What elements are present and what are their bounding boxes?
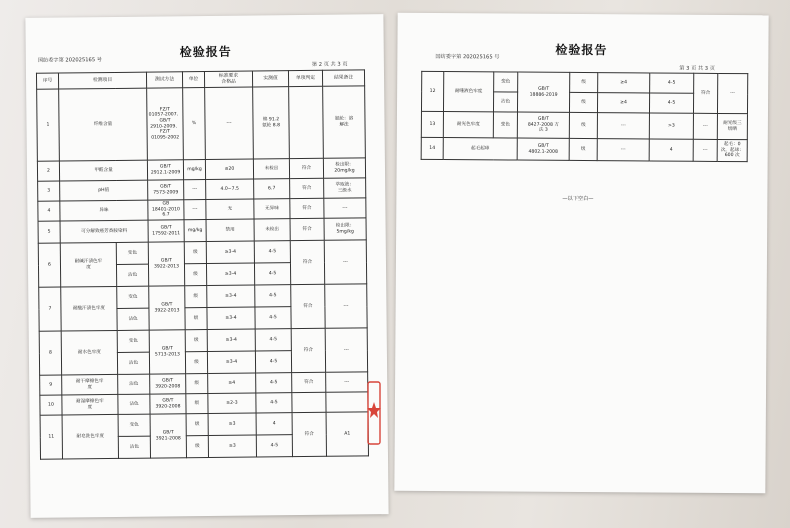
test-subitem: 变色: [117, 286, 149, 308]
table-row: [421, 111, 747, 139]
test-method: GB/T 8427-2008 方 法 3: [517, 112, 569, 138]
measured-value: 4-5: [256, 373, 292, 393]
measured-value: 棉 91.2 氨纶 8.8: [253, 87, 290, 159]
table-row: [422, 71, 748, 93]
test-item: 甲醛含量: [59, 160, 147, 181]
test-item: 耐酸汗渍色牢度: [61, 286, 117, 331]
blank-note: —以下空白—: [562, 195, 594, 203]
page-title: 检验报告: [179, 44, 232, 60]
remark: ---: [717, 73, 747, 113]
requirement: ≥3: [208, 413, 256, 436]
unit: 级: [186, 413, 208, 435]
page-number: 第 3 页 共 3 页: [679, 65, 715, 72]
test-item: 耐皂洗色牢度: [62, 414, 118, 459]
test-method: GB/T 17592-2011: [148, 220, 184, 242]
test-method: GB 18401-2010 6.7: [148, 200, 184, 220]
unit: 级: [185, 330, 207, 352]
report-number: 国纺委字第 202025165 号: [37, 57, 103, 64]
unit: 级: [186, 393, 208, 413]
requirement: ≤20: [205, 159, 253, 180]
test-subitem: 变色: [116, 242, 148, 264]
remark: 萃取液： 三级水: [324, 178, 366, 198]
measured-value: 4: [256, 413, 292, 435]
unit: 级: [185, 286, 207, 308]
table-header-cell: 标准要求 合格品: [204, 71, 252, 88]
judgement: 符合: [291, 328, 325, 372]
judgement: 符合: [290, 218, 324, 240]
measured-value: 4-5: [254, 241, 290, 263]
measured-value: 4-5: [256, 393, 292, 413]
test-item: 纤维含量: [59, 88, 148, 161]
measured-value: 4: [649, 139, 693, 161]
row-number: 2: [37, 161, 59, 181]
test-item: 耐水色牢度: [61, 330, 117, 375]
row-number: 10: [40, 395, 62, 415]
test-method: GB/T 3921-2008: [150, 414, 186, 458]
test-item: 异味: [60, 200, 148, 221]
remark: ---: [326, 372, 368, 392]
remark: 氨纶：溶 解法: [323, 86, 366, 158]
unit: 级: [186, 435, 208, 457]
test-item: 耐湿摩擦色牢 度: [62, 394, 118, 415]
inspection-table: [421, 71, 749, 162]
requirement: ≥3-4: [207, 351, 255, 374]
test-item: 耐干摩擦色牢 度: [62, 374, 118, 395]
test-subitem: 沾色: [117, 352, 149, 374]
unit: 级: [570, 72, 598, 92]
inspection-table: [36, 69, 369, 459]
report-page-2: [25, 14, 388, 518]
judgement: [292, 392, 326, 412]
judgement: 符合: [292, 412, 326, 456]
test-item: 可分解致癌芳香胺染料: [60, 220, 148, 243]
table-header-cell: 实测值: [252, 71, 288, 87]
requirement: 无: [206, 199, 254, 220]
table-header-cell: 测试方法: [146, 72, 182, 88]
test-subitem: 沾色: [116, 264, 148, 286]
row-number: 9: [40, 375, 62, 395]
judgement: 符合: [693, 73, 717, 113]
judgement: 符合: [292, 372, 326, 392]
unit: mg/kg: [184, 220, 206, 242]
test-method: GB/T 7573-2009: [148, 180, 184, 200]
judgement: ---: [693, 139, 717, 161]
test-subitem: 变色: [494, 72, 518, 92]
test-subitem: 沾色: [118, 374, 150, 394]
unit: 级: [184, 264, 206, 286]
unit: 级: [186, 373, 208, 393]
test-subitem: 变色: [118, 414, 150, 436]
seal-stamp: [367, 380, 381, 446]
measured-value: 4-5: [255, 285, 291, 307]
test-subitem: 沾色: [117, 308, 149, 330]
requirement: ≥3-4: [207, 307, 255, 330]
row-number: 13: [421, 111, 443, 137]
test-method: GB/T 3922-2013: [149, 286, 185, 330]
unit: 级: [569, 92, 597, 112]
measured-value: 4-5: [650, 73, 694, 93]
table-header-cell: 单位: [182, 72, 204, 88]
remark: 耐光级三 级晒: [717, 113, 747, 139]
table-header-cell: 单项判定: [288, 70, 322, 86]
judgement: 符合: [290, 198, 324, 218]
test-subitem: 沾色: [118, 436, 150, 458]
row-number: 5: [38, 221, 60, 243]
row-number: 11: [40, 415, 62, 459]
table-row: [39, 328, 367, 353]
measured-value: >3: [649, 113, 693, 139]
test-subitem: 沾色: [118, 394, 150, 414]
judgement: ---: [693, 113, 717, 139]
remark: 检出限： 20mg/kg: [323, 158, 365, 178]
test-method: GB/T 3920-2008: [150, 394, 186, 414]
unit: 级: [569, 112, 597, 138]
measured-value: 无异味: [254, 199, 290, 219]
unit: 级: [569, 138, 597, 160]
requirement: 4.0~7.5: [206, 179, 254, 200]
requirement: ≥3-4: [206, 241, 254, 264]
test-item: 耐碱汗渍色牢 度: [60, 242, 116, 287]
row-number: 4: [38, 201, 60, 221]
test-method: GB/T 3922-2013: [148, 242, 184, 286]
test-method: GB/T 2912.1-2009: [147, 160, 183, 180]
measured-value: 4-5: [255, 307, 291, 329]
test-method: GB/T 4802.1-2008: [517, 138, 569, 160]
table-row: [37, 86, 366, 161]
remark: [326, 392, 368, 412]
remark: 检出限： 5mg/kg: [324, 218, 366, 240]
test-subitem: 变色: [493, 112, 517, 138]
row-number: 3: [38, 181, 60, 201]
requirement: ≥3-4: [207, 329, 255, 352]
remark: 起毛：0 次，起球： 600 次: [717, 139, 747, 161]
test-item: 耐唾液色牢度: [443, 72, 493, 112]
row-number: 14: [421, 137, 443, 159]
row-number: 7: [39, 287, 61, 331]
remark: ---: [324, 198, 366, 218]
row-number: 12: [421, 71, 443, 111]
table-header-cell: 序号: [36, 73, 58, 89]
judgement: [289, 86, 324, 158]
table-row: [38, 240, 366, 265]
unit: 级: [185, 352, 207, 374]
table-header-cell: 结果备注: [322, 70, 364, 86]
test-method: GB/T 5713-2013: [149, 330, 185, 374]
unit: mg/kg: [183, 160, 205, 180]
test-method: GB/T 3920-2008: [150, 374, 186, 394]
measured-value: 4-5: [255, 351, 291, 373]
row-number: 1: [37, 89, 60, 161]
unit: ---: [184, 200, 206, 220]
measured-value: 未检出: [253, 159, 289, 179]
requirement: ≥3: [208, 435, 256, 458]
remark: ---: [325, 284, 367, 328]
page-number: 第 2 页 共 3 页: [311, 61, 348, 68]
test-subitem: 沾色: [493, 92, 517, 112]
requirement: ≥4: [208, 373, 256, 394]
remark: ---: [324, 240, 366, 284]
measured-value: 6.7: [254, 179, 290, 199]
test-method: FZ/T 01057-2007、 GB/T 2910-2009、 FZ/T 01095-2002: [147, 88, 184, 160]
judgement: 符合: [291, 284, 325, 328]
judgement: 符合: [290, 240, 324, 284]
requirement: ---: [597, 113, 649, 139]
requirement: ≥4: [598, 73, 650, 93]
requirement: ≥3-4: [207, 285, 255, 308]
judgement: 符合: [289, 158, 323, 178]
test-item: pH值: [60, 180, 148, 201]
table-row: [40, 412, 368, 437]
test-item: 起毛起球: [443, 138, 517, 161]
measured-value: 未检出: [254, 219, 290, 241]
table-header-cell: 检测项目: [58, 72, 146, 89]
remark: ---: [325, 328, 367, 372]
page-title: 检验报告: [555, 42, 608, 58]
judgement: 符合: [290, 178, 324, 198]
requirement: ≥3-4: [206, 263, 254, 286]
row-number: 8: [39, 331, 61, 375]
test-method: GB/T 18886-2019: [517, 72, 569, 112]
report-page-3: [394, 13, 768, 494]
table-row: [421, 137, 747, 161]
unit: %: [183, 88, 206, 160]
measured-value: 4-5: [649, 93, 693, 113]
requirement: ≥4: [597, 93, 649, 113]
unit: 级: [184, 242, 206, 264]
remark: A1: [326, 412, 368, 456]
measured-value: 4-5: [255, 329, 291, 351]
row-number: 6: [38, 243, 60, 287]
requirement: ---: [205, 87, 254, 159]
test-subitem: 变色: [117, 330, 149, 352]
table-row: [39, 284, 367, 309]
requirement: 禁用: [206, 219, 254, 242]
unit: 级: [185, 308, 207, 330]
requirement: ≥2-3: [208, 393, 256, 414]
report-number: 国纺委字第 202025165 号: [435, 53, 500, 61]
test-item: 耐光色牢度: [443, 112, 493, 138]
measured-value: 4-5: [256, 435, 292, 457]
requirement: ---: [597, 139, 649, 161]
measured-value: 4-5: [254, 263, 290, 285]
unit: ---: [184, 180, 206, 200]
